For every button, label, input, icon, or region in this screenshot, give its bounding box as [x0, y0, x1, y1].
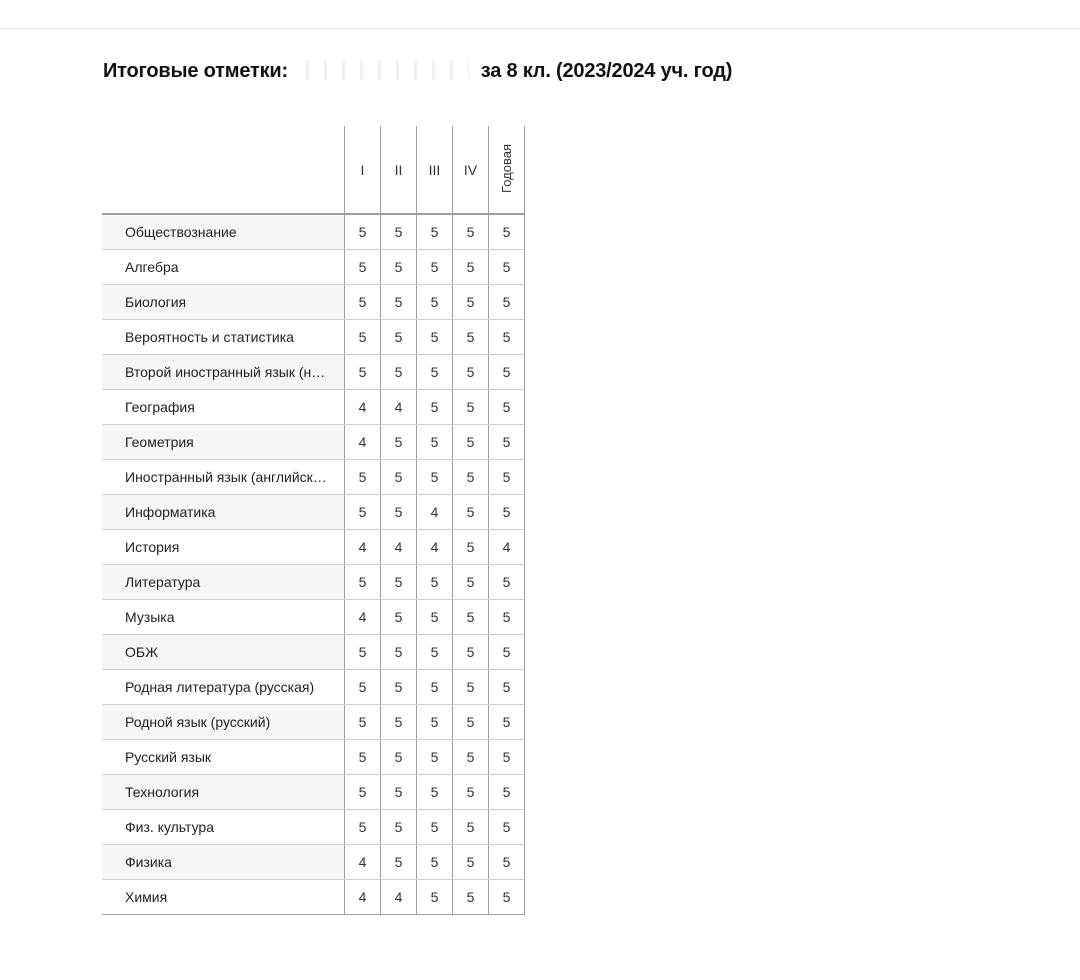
grade-quarter-3: 5 [417, 214, 453, 250]
grade-quarter-3: 5 [417, 565, 453, 600]
table-row [102, 355, 525, 390]
grade-quarter-1: 5 [345, 670, 381, 705]
grade-quarter-3: 5 [417, 600, 453, 635]
subject-column-header [102, 126, 345, 214]
subject-name: Родная литература (русская) [102, 670, 345, 705]
grade-annual: 5 [489, 390, 525, 425]
grade-quarter-2: 4 [381, 530, 417, 565]
grade-annual: 5 [489, 775, 525, 810]
table-row [102, 390, 525, 425]
table-row [102, 635, 525, 670]
grade-quarter-3: 5 [417, 880, 453, 915]
grade-quarter-3: 5 [417, 355, 453, 390]
grades-table [102, 126, 525, 915]
grade-quarter-2: 5 [381, 425, 417, 460]
grade-quarter-2: 5 [381, 635, 417, 670]
table-row [102, 845, 525, 880]
grade-annual: 5 [489, 320, 525, 355]
grade-quarter-1: 5 [345, 810, 381, 845]
grade-quarter-2: 5 [381, 495, 417, 530]
grade-quarter-4: 5 [453, 705, 489, 740]
grade-quarter-3: 5 [417, 670, 453, 705]
grade-quarter-1: 5 [345, 214, 381, 250]
grade-quarter-1: 5 [345, 705, 381, 740]
grade-quarter-3: 5 [417, 285, 453, 320]
grade-annual: 5 [489, 600, 525, 635]
table-row [102, 775, 525, 810]
grade-quarter-2: 5 [381, 250, 417, 285]
header-annual-label: Годовая [499, 143, 514, 193]
grade-quarter-3: 5 [417, 460, 453, 495]
grade-annual: 5 [489, 705, 525, 740]
grade-quarter-4: 5 [453, 600, 489, 635]
grade-annual: 5 [489, 810, 525, 845]
header-quarter-2: II [381, 126, 417, 214]
subject-name: Химия [102, 880, 345, 915]
grade-quarter-4: 5 [453, 635, 489, 670]
grade-annual: 5 [489, 250, 525, 285]
grade-quarter-3: 5 [417, 425, 453, 460]
top-divider [0, 28, 1080, 29]
subject-name: Физика [102, 845, 345, 880]
header-quarter-1: I [345, 126, 381, 214]
grade-quarter-2: 5 [381, 285, 417, 320]
grade-quarter-1: 5 [345, 355, 381, 390]
header-quarter-3: III [417, 126, 453, 214]
redacted-student-name [297, 60, 469, 80]
grade-quarter-1: 5 [345, 250, 381, 285]
grade-quarter-2: 5 [381, 845, 417, 880]
grade-quarter-1: 5 [345, 460, 381, 495]
subject-name: Биология [102, 285, 345, 320]
header-quarter-4: IV [453, 126, 489, 214]
grade-quarter-3: 5 [417, 320, 453, 355]
grade-quarter-2: 5 [381, 775, 417, 810]
grade-annual: 5 [489, 845, 525, 880]
title-prefix: Итоговые отметки: [103, 60, 288, 82]
header-row [102, 126, 525, 214]
grade-quarter-1: 4 [345, 600, 381, 635]
grade-quarter-4: 5 [453, 320, 489, 355]
table-row [102, 670, 525, 705]
table-row [102, 530, 525, 565]
grade-quarter-4: 5 [453, 460, 489, 495]
grade-quarter-2: 5 [381, 740, 417, 775]
grade-quarter-4: 5 [453, 214, 489, 250]
table-row [102, 250, 525, 285]
grade-quarter-3: 5 [417, 775, 453, 810]
subject-name: Русский язык [102, 740, 345, 775]
subject-name: Технология [102, 775, 345, 810]
grade-annual: 5 [489, 670, 525, 705]
table-row [102, 460, 525, 495]
grade-quarter-3: 4 [417, 495, 453, 530]
subject-name: Родной язык (русский) [102, 705, 345, 740]
table-row [102, 880, 525, 915]
grade-quarter-2: 4 [381, 880, 417, 915]
subject-name: Информатика [102, 495, 345, 530]
subject-name: Геометрия [102, 425, 345, 460]
grade-quarter-3: 5 [417, 740, 453, 775]
grade-quarter-1: 4 [345, 845, 381, 880]
table-row [102, 214, 525, 250]
table-row [102, 740, 525, 775]
grade-annual: 5 [489, 285, 525, 320]
grade-quarter-4: 5 [453, 670, 489, 705]
subject-name: История [102, 530, 345, 565]
subject-name: Второй иностранный язык (н… [102, 355, 345, 390]
grade-annual: 4 [489, 530, 525, 565]
grade-quarter-2: 5 [381, 565, 417, 600]
grade-annual: 5 [489, 355, 525, 390]
grade-quarter-4: 5 [453, 565, 489, 600]
grade-quarter-4: 5 [453, 250, 489, 285]
grade-quarter-4: 5 [453, 390, 489, 425]
grade-quarter-1: 5 [345, 775, 381, 810]
grade-quarter-2: 5 [381, 320, 417, 355]
table-row [102, 285, 525, 320]
grade-quarter-1: 4 [345, 390, 381, 425]
grade-quarter-2: 5 [381, 670, 417, 705]
grade-annual: 5 [489, 565, 525, 600]
grade-quarter-3: 5 [417, 250, 453, 285]
grade-quarter-3: 4 [417, 530, 453, 565]
grade-quarter-2: 5 [381, 214, 417, 250]
grade-annual: 5 [489, 635, 525, 670]
table-row [102, 565, 525, 600]
grade-quarter-3: 5 [417, 390, 453, 425]
header-annual [489, 126, 525, 214]
grade-quarter-4: 5 [453, 530, 489, 565]
grade-quarter-1: 5 [345, 740, 381, 775]
grade-quarter-2: 5 [381, 705, 417, 740]
subject-name: Музыка [102, 600, 345, 635]
grade-quarter-1: 5 [345, 285, 381, 320]
grade-quarter-4: 5 [453, 355, 489, 390]
grade-quarter-1: 4 [345, 425, 381, 460]
grade-quarter-1: 4 [345, 530, 381, 565]
grade-quarter-1: 5 [345, 495, 381, 530]
grade-quarter-3: 5 [417, 705, 453, 740]
subject-name: Физ. культура [102, 810, 345, 845]
grade-quarter-1: 4 [345, 880, 381, 915]
grade-quarter-2: 4 [381, 390, 417, 425]
subject-name: Иностранный язык (английск… [102, 460, 345, 495]
title-suffix: за 8 кл. (2023/2024 уч. год) [480, 60, 733, 82]
table-row [102, 320, 525, 355]
page-title [103, 60, 732, 83]
grade-annual: 5 [489, 880, 525, 915]
grade-annual: 5 [489, 214, 525, 250]
grade-quarter-3: 5 [417, 635, 453, 670]
grade-quarter-2: 5 [381, 810, 417, 845]
grade-quarter-3: 5 [417, 810, 453, 845]
grade-quarter-1: 5 [345, 635, 381, 670]
grade-quarter-1: 5 [345, 565, 381, 600]
subject-name: Литература [102, 565, 345, 600]
grade-quarter-2: 5 [381, 460, 417, 495]
grade-annual: 5 [489, 495, 525, 530]
grade-quarter-4: 5 [453, 740, 489, 775]
grade-quarter-4: 5 [453, 810, 489, 845]
grade-quarter-3: 5 [417, 845, 453, 880]
grade-annual: 5 [489, 740, 525, 775]
table-row [102, 810, 525, 845]
grade-quarter-2: 5 [381, 600, 417, 635]
grade-quarter-4: 5 [453, 775, 489, 810]
grades-body [102, 214, 525, 915]
subject-name: Обществознание [102, 214, 345, 250]
table-row [102, 600, 525, 635]
subject-name: Вероятность и статистика [102, 320, 345, 355]
grade-annual: 5 [489, 460, 525, 495]
table-row [102, 705, 525, 740]
table-row [102, 495, 525, 530]
grade-annual: 5 [489, 425, 525, 460]
table-row [102, 425, 525, 460]
grade-quarter-4: 5 [453, 495, 489, 530]
grade-quarter-4: 5 [453, 880, 489, 915]
subject-name: ОБЖ [102, 635, 345, 670]
grade-quarter-4: 5 [453, 845, 489, 880]
subject-name: Алгебра [102, 250, 345, 285]
grade-quarter-4: 5 [453, 285, 489, 320]
grade-quarter-4: 5 [453, 425, 489, 460]
grade-quarter-2: 5 [381, 355, 417, 390]
subject-name: География [102, 390, 345, 425]
grade-quarter-1: 5 [345, 320, 381, 355]
